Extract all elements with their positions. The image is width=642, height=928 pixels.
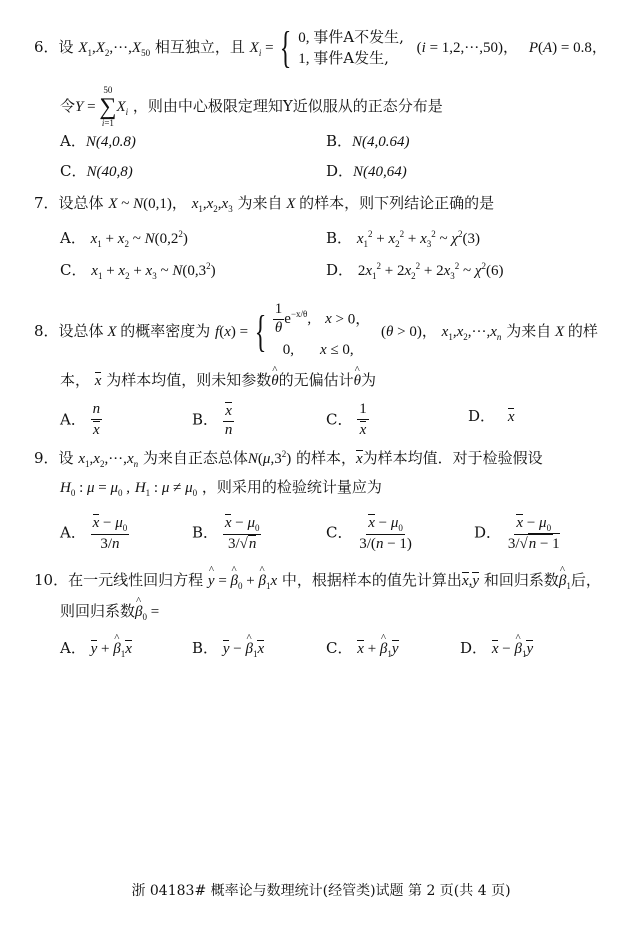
q8-option-d[interactable]: D． x xyxy=(468,407,515,425)
q9-line-2: $H_0$ : $\mu = \mu_0$ , $H_1$ : $\mu \ne \mu_0$ ，则采用的检验统计量应为 xyxy=(60,478,382,498)
q8-option-a[interactable]: A． $\frac{n}{x}$ xyxy=(60,401,101,438)
q7-option-d[interactable]: D． $2x_1^2 + 2x_2^2 + 2x_3^2$ ~ $\chi^2(6)$ xyxy=(326,261,504,281)
q10-option-c[interactable]: C． x + β $\^{}_1y$ xyxy=(326,640,399,659)
q8-cases: $\frac{1}{\theta}$ $e^{-x/\theta}$, x > 0， 0, x ≤ 0, xyxy=(274,301,371,358)
q10-line-2: 则回归系数β $\^{}_0$ = xyxy=(60,604,159,622)
q8-line-2: 本， x 为样本均值，则未知参数θ ^的无偏估计θ ^为 xyxy=(60,372,376,390)
q9-option-b[interactable]: B． $\frac{x - \mu_0}{3/√n}$ xyxy=(192,515,260,553)
q10-option-d[interactable]: D． x − β $\^{}_1y$ xyxy=(460,640,533,659)
q8-option-b[interactable]: B． $\frac{x}{n}$ xyxy=(192,403,233,438)
q7-stem: 7．设总体 X ~ N(0,1)， $x_1,x_2,x_3$ 为来自 X 的样本，则下列结论正确的是 xyxy=(34,194,495,214)
q9-option-a[interactable]: A． $\frac{x - \mu_0}{3/n}$ xyxy=(60,515,128,553)
q7-option-c[interactable]: C． $x_1 + x_2 + x_3$ ~ $N(0,3^2)$ xyxy=(60,261,216,281)
page-footer: 浙 04183# 概率论与数理统计(经管类)试题 第 2 页(共 4 页) xyxy=(131,883,511,899)
q8-option-c[interactable]: C． $\frac{1}{x}$ xyxy=(326,401,367,438)
q6-line-1: 6．设 $X_1,X_2,\cdot\cdot\cdot,X_{50}$ 相互独立，且 $X_i$ = { 0, 事件A不发生, 1, 事件A发生, (i = 1,2,···,50)， P(A) = 0.8， xyxy=(34,23,607,72)
q8-line-1: 8．设总体 X 的概率密度为 f(x) = { $\frac{1}{\theta}$ $e^{-x/\theta}$, x > 0， 0, x ≤ 0, (θ > 0)， $x_1,x_2,\cdot\cdot\cdot,x_n$ 为来自 X 的样 xyxy=(34,302,598,362)
q7-option-b[interactable]: B． $x_1^2 + x_2^2 + x_3^2$ ~ $\chi^2(3)$ xyxy=(326,229,480,249)
q7-option-a[interactable]: A． $x_1 + x_2$ ~ $N(0,2^2)$ xyxy=(60,229,188,249)
q9-option-c[interactable]: C． $\frac{x - \mu_0}{3/(n - 1)}$ xyxy=(326,515,412,553)
q6-option-d[interactable]: D．N(40,64) xyxy=(326,162,407,180)
q10-line-1: 10．在一元线性回归方程 y ^ = β $\^{}_0 + \beta$ $\^{}_1x$ 中，根据样本的值先计算出x,y 和回归系数β $\^{}_1$后， xyxy=(34,572,601,591)
q9-line-1: 9．设 $x_1,x_2,\cdot\cdot\cdot,x_n$ 为来自正态总体$N(\mu,3^2)$ 的样本，x为样本均值．对于检验假设 xyxy=(34,449,543,469)
q10-option-b[interactable]: B． y − β $\^{}_1x$ xyxy=(192,640,264,659)
q9-option-d[interactable]: D． $\frac{x - \mu_0}{3/√n - 1}$ xyxy=(474,515,560,553)
q6-option-b[interactable]: B．N(4,0.64) xyxy=(326,132,410,150)
q6-option-c[interactable]: C．N(40,8) xyxy=(60,162,133,180)
q10-option-a[interactable]: A． y + β $\^{}_1x$ xyxy=(60,640,132,659)
q6-option-a[interactable]: A．N(4,0.8) xyxy=(60,132,136,150)
q6-cases: 0, 事件A不发生, 1, 事件A发生, xyxy=(298,28,404,67)
q6-line-2: 令Y = 50 ∑ i=1 $X_i$ ，则由中心极限定理知Y近似服从的正态分布是 xyxy=(60,85,443,128)
